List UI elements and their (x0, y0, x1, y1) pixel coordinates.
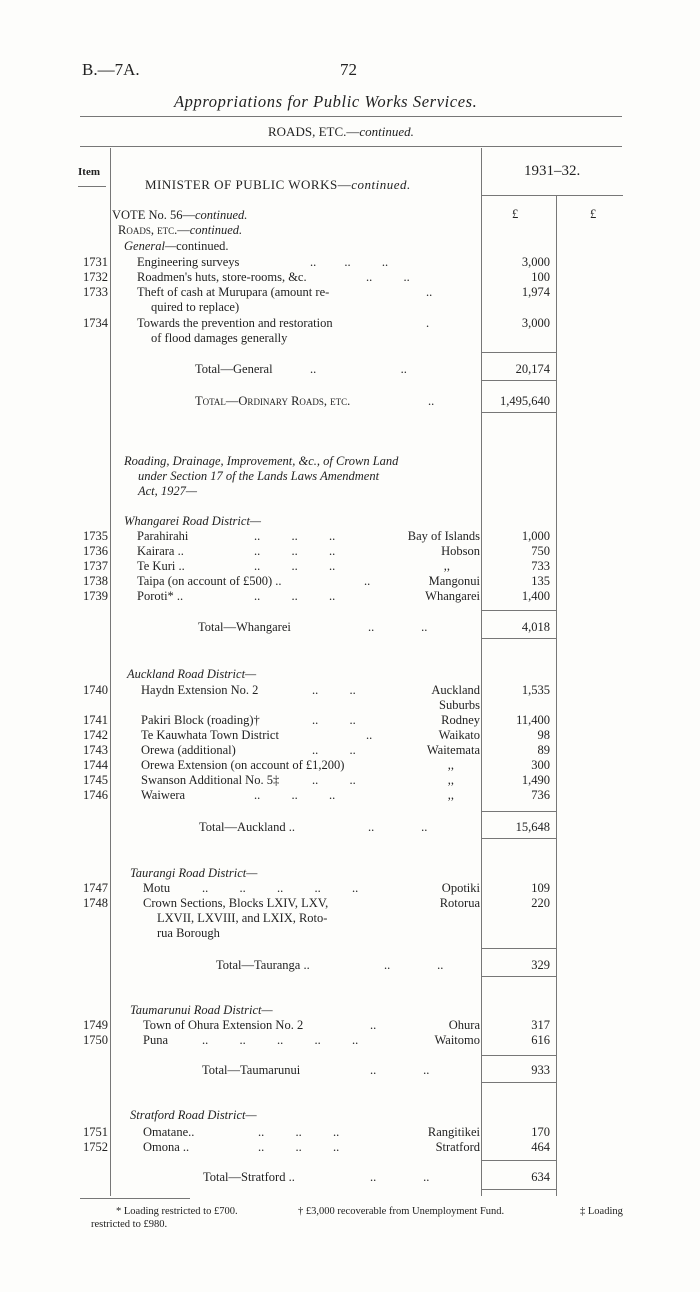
district-total-amount: 15,648 (515, 820, 550, 834)
item-amount: 317 (531, 1018, 550, 1032)
item-number: 1752 (83, 1140, 108, 1154)
item-number: 1750 (83, 1033, 108, 1047)
item-amount: 11,400 (516, 713, 550, 727)
item-amount: 135 (531, 574, 550, 588)
subtotal-rule (481, 352, 556, 353)
subtotal-rule (481, 412, 556, 413)
page-number: 72 (340, 60, 357, 79)
item-number: 1742 (83, 728, 108, 742)
county-name: ,, (443, 559, 450, 573)
item-number: 1738 (83, 574, 108, 588)
item-description: Roadmen's huts, store-rooms, &c. (137, 270, 307, 284)
county-name: Whangarei (425, 589, 480, 603)
currency-label-2: £ (590, 207, 597, 221)
district-total-label: Total—Whangarei (198, 620, 291, 634)
item-amount: 3,000 (521, 255, 550, 269)
leader-dots: .. (428, 394, 435, 408)
subtotal-rule (481, 948, 556, 949)
item-number: 1748 (83, 896, 108, 910)
item-number: 1747 (83, 881, 108, 895)
subtotal-rule (481, 811, 556, 812)
item-amount: 220 (531, 896, 550, 910)
total-ordinary-label: Total—Ordinary Roads, etc. (195, 394, 351, 408)
county-name-cont: Suburbs (439, 698, 480, 712)
item-header-underline (78, 186, 106, 187)
item-amount: 733 (531, 559, 550, 573)
leader-dots: .. .. (368, 820, 428, 834)
page-title: Appropriations for Public Works Services. (174, 92, 478, 111)
item-amount: 1,400 (521, 589, 550, 603)
item-amount: 750 (531, 544, 550, 558)
leader-dots: .. .. .. (254, 544, 336, 558)
leader-dots: .. .. .. (258, 1140, 340, 1154)
item-amount: 1,000 (521, 529, 550, 543)
county-name: Bay of Islands (407, 529, 480, 543)
subtotal-rule (481, 380, 556, 381)
leader-dots: .. .. (312, 773, 356, 787)
item-number: 1746 (83, 788, 108, 802)
item-amount: 1,490 (521, 773, 550, 787)
item-number: 1740 (83, 683, 108, 697)
subtotal-rule (481, 638, 556, 639)
year-header-rule (481, 195, 623, 196)
item-description: Town of Ohura Extension No. 2 (143, 1018, 304, 1032)
item-column-rule (110, 148, 111, 1196)
roads-heading: Roads, etc.—continued. (118, 223, 243, 237)
leader-dots: .. .. .. (258, 1125, 340, 1139)
leader-dots: . (426, 316, 430, 330)
footnote-rule (80, 1198, 190, 1199)
item-amount: 109 (531, 881, 550, 895)
header-rule (80, 116, 622, 117)
county-name: ,, (447, 788, 454, 802)
subtotal-rule (481, 610, 556, 611)
subtotal-rule (481, 1160, 556, 1161)
item-description: Crown Sections, Blocks LXIV, LXV, (143, 896, 329, 910)
district-heading: Auckland Road District— (127, 667, 257, 681)
document-reference: B.—7A. (82, 60, 140, 79)
item-amount: 616 (531, 1033, 550, 1047)
item-amount: 100 (531, 270, 550, 284)
item-amount: 1,974 (521, 285, 550, 299)
item-description: Kairara .. (137, 544, 184, 558)
county-name: Ohura (448, 1018, 480, 1032)
total-ordinary-amount: 1,495,640 (500, 394, 550, 408)
subtotal-rule (481, 838, 556, 839)
item-description: Orewa (additional) (141, 743, 236, 757)
item-column-header: Item (78, 166, 100, 178)
item-description-cont: rua Borough (157, 926, 220, 940)
county-name: Waitomo (434, 1033, 480, 1047)
currency-label-1: £ (512, 207, 519, 221)
leader-dots: .. .. .. .. .. (202, 881, 359, 895)
footnote-3: ‡ Loading (580, 1206, 623, 1217)
county-name: Rotorua (439, 896, 480, 910)
item-description: Haydn Extension No. 2 (141, 683, 259, 697)
item-amount: 3,000 (521, 316, 550, 330)
item-amount: 736 (531, 788, 550, 802)
item-number: 1737 (83, 559, 108, 573)
county-name: Stratford (435, 1140, 480, 1154)
vote-heading: VOTE No. 56—continued. (112, 208, 248, 222)
leader-dots: .. .. (312, 683, 356, 697)
subtotal-rule (481, 1082, 556, 1083)
item-number: 1732 (83, 270, 108, 284)
item-description: Orewa Extension (on account of £1,200) (141, 758, 345, 772)
amount-sub-column-rule (556, 195, 557, 1196)
county-name: Auckland (431, 683, 480, 697)
item-description: Poroti* .. (137, 589, 184, 603)
leader-dots: .. (370, 1018, 377, 1032)
subtotal-rule (481, 976, 556, 977)
item-number: 1735 (83, 529, 108, 543)
county-name: Mangonui (428, 574, 480, 588)
item-description: Swanson Additional No. 5‡ (141, 773, 280, 787)
subtotal-rule (481, 1189, 556, 1190)
table-top-rule (80, 146, 622, 147)
footnote-2: † £3,000 recoverable from Unemployment Fund. (298, 1206, 505, 1217)
subtotal-rule (481, 1055, 556, 1056)
leader-dots: .. .. .. (254, 788, 336, 802)
leader-dots: .. .. .. (310, 255, 389, 269)
item-description: Waiwera (141, 788, 186, 802)
item-description: Pakiri Block (roading)† (141, 713, 260, 727)
item-description-cont: quired to replace) (151, 300, 240, 314)
item-description: Motu (143, 881, 171, 895)
item-description: Parahirahi (137, 529, 189, 543)
district-total-amount: 634 (531, 1170, 550, 1184)
item-description: Towards the prevention and restoration (137, 316, 333, 330)
crown-land-heading-line3: Act, 1927— (138, 484, 198, 498)
district-heading: Whangarei Road District— (124, 514, 262, 528)
item-number: 1739 (83, 589, 108, 603)
district-heading: Taurangi Road District— (130, 866, 258, 880)
district-heading: Taumarunui Road District— (130, 1003, 273, 1017)
total-general-label: Total—General (195, 362, 273, 376)
item-amount: 89 (537, 743, 550, 757)
item-description-cont: of flood damages generally (151, 331, 288, 345)
county-name: Waikato (438, 728, 480, 742)
item-amount: 300 (531, 758, 550, 772)
county-name: Rangitikei (427, 1125, 480, 1139)
total-general-amount: 20,174 (515, 362, 550, 376)
leader-dots: .. (364, 574, 371, 588)
leader-dots: .. .. (312, 743, 356, 757)
item-description: Engineering surveys (137, 255, 240, 269)
year-header: 1931–32. (524, 163, 581, 179)
item-amount: 1,535 (521, 683, 550, 697)
district-heading: Stratford Road District— (130, 1108, 257, 1122)
item-number: 1743 (83, 743, 108, 757)
item-description: Puna (143, 1033, 168, 1047)
item-number: 1731 (83, 255, 108, 269)
section-subtitle: ROADS, ETC.—continued. (268, 124, 414, 139)
item-number: 1734 (83, 316, 108, 330)
county-name: ,, (447, 758, 454, 772)
district-total-label: Total—Auckland .. (199, 820, 295, 834)
district-total-amount: 4,018 (521, 620, 550, 634)
crown-land-heading-line1: Roading, Drainage, Improvement, &c., of Crown Land (124, 454, 399, 468)
item-amount: 98 (537, 728, 550, 742)
item-description-cont: LXVII, LXVIII, and LXIX, Roto- (157, 911, 328, 925)
leader-dots: .. .. (310, 362, 407, 376)
footnote-1: * Loading restricted to £700. (116, 1206, 238, 1217)
item-amount: 464 (531, 1140, 550, 1154)
county-name: ,, (447, 773, 454, 787)
district-total-amount: 933 (531, 1063, 550, 1077)
crown-land-heading-line2: under Section 17 of the Lands Laws Amendment (138, 469, 380, 483)
item-description: Omona .. (143, 1140, 190, 1154)
item-description: Theft of cash at Murupara (amount re- (137, 285, 330, 299)
leader-dots: .. .. (312, 713, 356, 727)
item-number: 1733 (83, 285, 108, 299)
leader-dots: .. .. .. (254, 589, 336, 603)
county-name: Waitemata (426, 743, 480, 757)
district-total-label: Total—Stratford .. (203, 1170, 295, 1184)
item-description: Taipa (on account of £500) .. (137, 574, 282, 588)
item-number: 1749 (83, 1018, 108, 1032)
leader-dots: .. .. (368, 620, 428, 634)
leader-dots: .. .. (384, 958, 444, 972)
leader-dots: .. (366, 728, 373, 742)
general-heading: General—continued. (124, 239, 229, 253)
item-number: 1736 (83, 544, 108, 558)
leader-dots: .. .. (366, 270, 410, 284)
item-amount: 170 (531, 1125, 550, 1139)
item-number: 1744 (83, 758, 108, 772)
item-description: Te Kauwhata Town District (141, 728, 279, 742)
county-name: Rodney (441, 713, 480, 727)
item-number: 1745 (83, 773, 108, 787)
district-total-label: Total—Tauranga .. (216, 958, 310, 972)
county-name: Hobson (441, 544, 480, 558)
leader-dots: .. .. .. .. .. (202, 1033, 359, 1047)
item-description: Omatane.. (143, 1125, 195, 1139)
leader-dots: .. .. (370, 1063, 430, 1077)
leader-dots: .. .. .. (254, 529, 336, 543)
footnote-3-cont: restricted to £980. (91, 1219, 168, 1230)
county-name: Opotiki (441, 881, 480, 895)
item-description: Te Kuri .. (137, 559, 185, 573)
item-number: 1751 (83, 1125, 108, 1139)
ministry-heading: MINISTER OF PUBLIC WORKS—continued. (145, 177, 411, 192)
district-total-label: Total—Taumarunui (202, 1063, 301, 1077)
leader-dots: .. .. .. (254, 559, 336, 573)
leader-dots: .. (426, 285, 433, 299)
district-total-amount: 329 (531, 958, 550, 972)
leader-dots: .. .. (370, 1170, 430, 1184)
item-number: 1741 (83, 713, 108, 727)
